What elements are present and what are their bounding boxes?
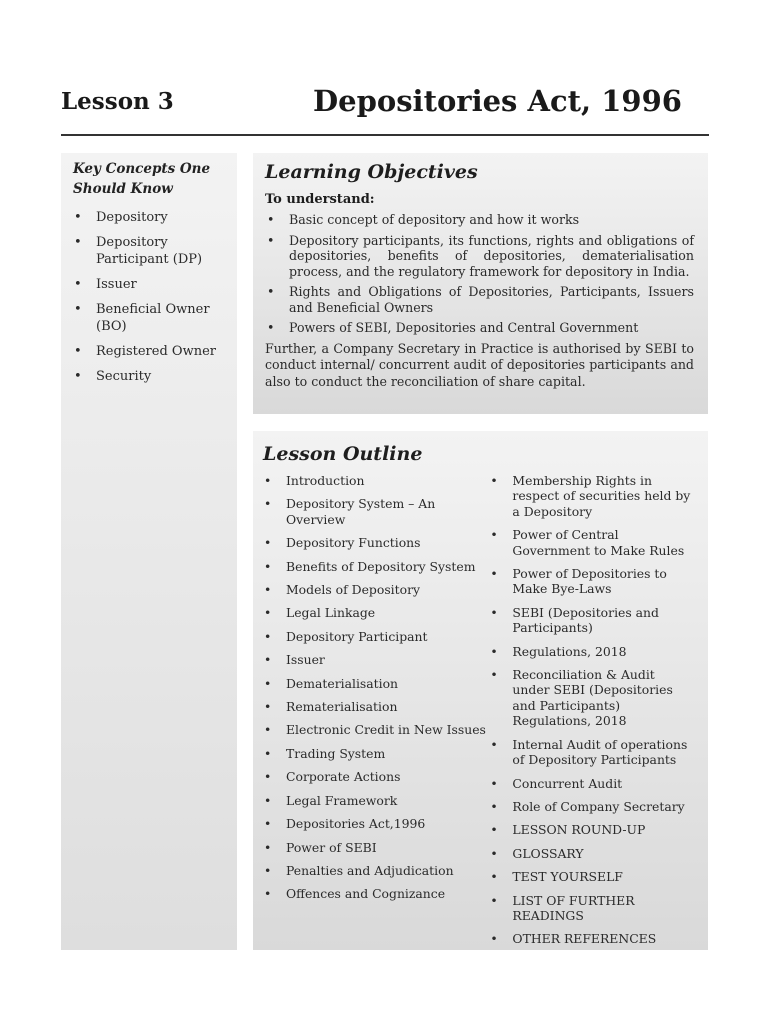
outline-item: • Electronic Credit in New Issues [263,722,489,737]
outline-item: • Corporate Actions [263,769,489,784]
outline-item: • Depository Functions [263,535,489,550]
objective-item: • Depository participants, its functions, rights and obligations of depositories, benefits of depositories, dematerialisation process, and the regulatory framework for depository in India. [265,233,694,280]
outline-item: • Legal Linkage [263,605,489,620]
outline-item: • Trading System [263,746,489,761]
outline-item: • LESSON ROUND-UP [489,822,694,837]
outline-item: • Models of Depository [263,582,489,597]
objective-item: • Powers of SEBI, Depositories and Central Government [265,320,694,336]
key-concept-item: • Registered Owner [73,343,231,360]
outline-item: • Power of SEBI [263,840,489,855]
lesson-outline-title: Lesson Outline [263,443,423,465]
objectives-list [265,212,694,336]
outline-item: • Legal Framework [263,793,489,808]
outline-item: • Regulations, 2018 [489,644,694,659]
outline-item: • Depository System – An Overview [263,496,489,527]
title-divider [61,134,709,136]
outline-item: • Power of Central Government to Make Rules [489,527,694,558]
outline-item: • Rematerialisation [263,699,489,714]
lesson-number: Lesson 3 [61,88,174,115]
objectives-subheading: To understand: [265,192,375,207]
learning-objectives-title: Learning Objectives [265,161,478,183]
outline-item: • Internal Audit of operations of Depository Participants [489,737,694,768]
key-concept-item: • Beneficial Owner (BO) [73,301,231,335]
outline-item: • Depositories Act,1996 [263,816,489,831]
outline-item: • Introduction [263,473,489,488]
outline-left-column [263,473,489,955]
lesson-outline-panel [253,431,708,950]
outline-item: • Role of Company Secretary [489,799,694,814]
learning-objectives-panel [253,153,708,414]
key-concept-item: • Depository Participant (DP) [73,234,231,268]
objectives-paragraph: Further, a Company Secretary in Practice is authorised by SEBI to conduct internal/ concurrent audit of depositories participants and also to conduct the reconciliation of share capital. [265,340,694,389]
outline-item: • Issuer [263,652,489,667]
key-concept-item: • Issuer [73,276,231,293]
outline-item: • Membership Rights in respect of securities held by a Depository [489,473,694,519]
outline-item: • Power of Depositories to Make Bye-Laws [489,566,694,597]
objective-item: • Rights and Obligations of Depositories, Participants, Issuers and Beneficial Owners [265,284,694,315]
key-concept-item: • Depository [73,209,231,226]
outline-item: • Concurrent Audit [489,776,694,791]
outline-item: • GLOSSARY [489,846,694,861]
outline-item: • SEBI (Depositories and Participants) [489,605,694,636]
outline-columns [263,473,694,955]
outline-item: • LIST OF FURTHER READINGS [489,893,694,924]
key-concepts-heading: Key Concepts One Should Know [73,161,211,197]
outline-item: • Penalties and Adjudication [263,863,489,878]
key-concepts-sidebar [61,153,237,950]
outline-item: • Reconciliation & Audit under SEBI (Depositories and Participants) Regulations, 2018 [489,667,694,729]
outline-item: • TEST YOURSELF [489,869,694,884]
outline-item: • Offences and Cognizance [263,886,489,901]
objective-item: • Basic concept of depository and how it works [265,212,694,228]
key-concepts-list [61,209,237,385]
outline-item: • OTHER REFERENCES [489,931,694,946]
outline-right-column [489,473,694,955]
key-concept-item: • Security [73,368,231,385]
outline-item: • Dematerialisation [263,676,489,691]
outline-item: • Depository Participant [263,629,489,644]
chapter-title: Depositories Act, 1996 [313,84,682,118]
outline-item: • Benefits of Depository System [263,559,489,574]
